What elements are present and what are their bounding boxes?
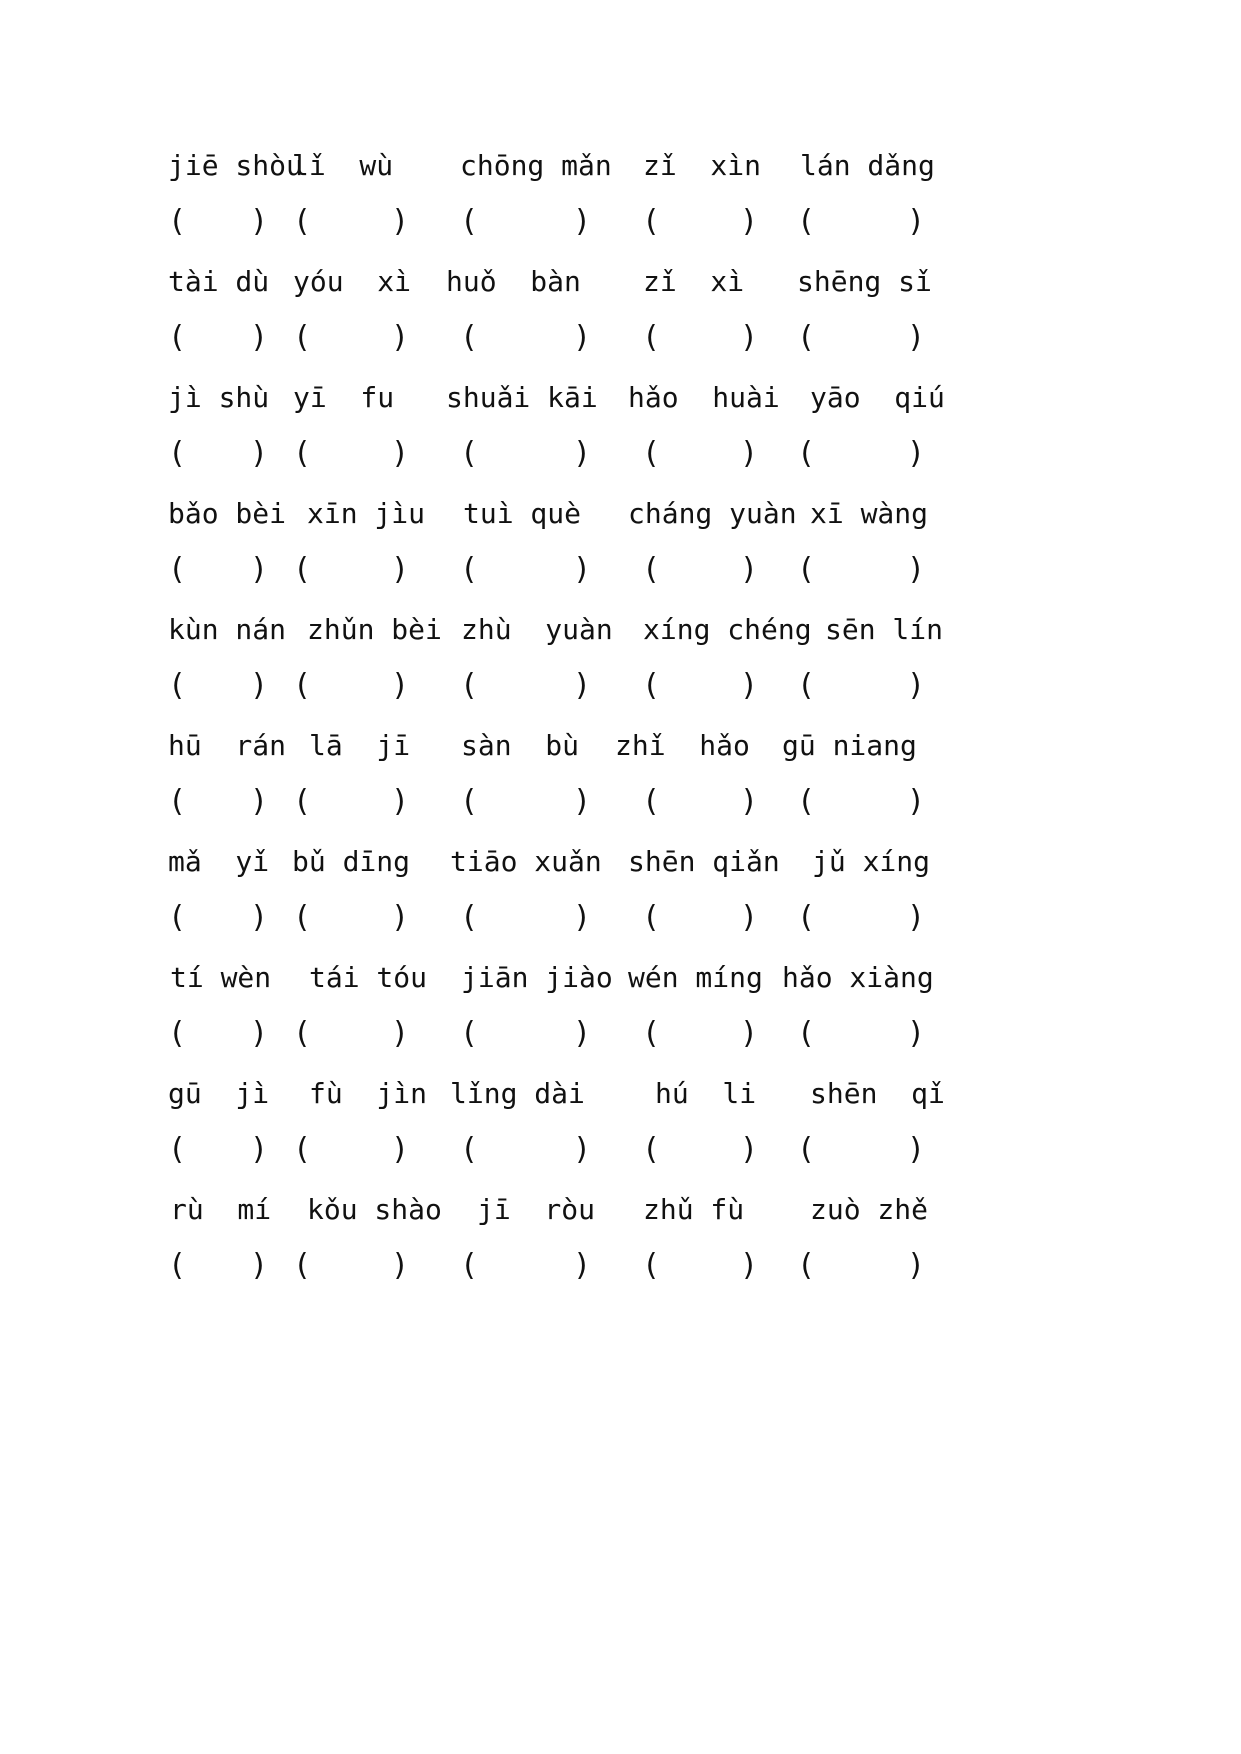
pinyin-word: jì shù bbox=[168, 381, 270, 414]
answer-row bbox=[0, 202, 1241, 242]
open-paren: ( bbox=[168, 1016, 187, 1051]
answer-row bbox=[0, 434, 1241, 474]
answer-row bbox=[0, 1014, 1241, 1054]
open-paren: ( bbox=[460, 1016, 479, 1051]
pinyin-word: hū rán bbox=[168, 729, 287, 762]
close-paren: ) bbox=[740, 668, 759, 703]
pinyin-row bbox=[0, 726, 1241, 766]
open-paren: ( bbox=[293, 784, 312, 819]
open-paren: ( bbox=[797, 784, 816, 819]
pinyin-word: zhǔ fù bbox=[643, 1193, 745, 1226]
close-paren: ) bbox=[740, 204, 759, 239]
close-paren: ) bbox=[391, 1016, 410, 1051]
close-paren: ) bbox=[573, 1248, 592, 1283]
close-paren: ) bbox=[250, 784, 269, 819]
open-paren: ( bbox=[642, 668, 661, 703]
answer-row bbox=[0, 1130, 1241, 1170]
open-paren: ( bbox=[293, 552, 312, 587]
close-paren: ) bbox=[391, 784, 410, 819]
close-paren: ) bbox=[907, 1132, 926, 1167]
close-paren: ) bbox=[907, 668, 926, 703]
close-paren: ) bbox=[573, 1132, 592, 1167]
open-paren: ( bbox=[168, 320, 187, 355]
pinyin-row bbox=[0, 146, 1241, 186]
close-paren: ) bbox=[907, 1248, 926, 1283]
close-paren: ) bbox=[907, 552, 926, 587]
open-paren: ( bbox=[797, 900, 816, 935]
pinyin-word: kǒu shào bbox=[307, 1193, 442, 1226]
open-paren: ( bbox=[642, 436, 661, 471]
pinyin-word: shuǎi kāi bbox=[446, 381, 598, 414]
close-paren: ) bbox=[250, 320, 269, 355]
pinyin-word: rù mí bbox=[170, 1193, 272, 1226]
pinyin-word: gū jì bbox=[168, 1077, 270, 1110]
open-paren: ( bbox=[460, 320, 479, 355]
close-paren: ) bbox=[391, 204, 410, 239]
open-paren: ( bbox=[797, 1248, 816, 1283]
open-paren: ( bbox=[460, 552, 479, 587]
pinyin-word: tái tóu bbox=[309, 961, 428, 994]
pinyin-row bbox=[0, 262, 1241, 302]
open-paren: ( bbox=[460, 784, 479, 819]
close-paren: ) bbox=[250, 436, 269, 471]
close-paren: ) bbox=[573, 320, 592, 355]
pinyin-word: yóu xì bbox=[293, 265, 412, 298]
open-paren: ( bbox=[293, 204, 312, 239]
open-paren: ( bbox=[293, 900, 312, 935]
open-paren: ( bbox=[797, 1016, 816, 1051]
open-paren: ( bbox=[642, 552, 661, 587]
pinyin-word: zǐ xìn bbox=[643, 149, 762, 182]
open-paren: ( bbox=[168, 784, 187, 819]
open-paren: ( bbox=[642, 204, 661, 239]
close-paren: ) bbox=[250, 1248, 269, 1283]
pinyin-word: bǎo bèi bbox=[168, 497, 287, 530]
open-paren: ( bbox=[642, 1248, 661, 1283]
answer-row bbox=[0, 782, 1241, 822]
open-paren: ( bbox=[293, 1248, 312, 1283]
close-paren: ) bbox=[740, 900, 759, 935]
open-paren: ( bbox=[293, 668, 312, 703]
close-paren: ) bbox=[740, 436, 759, 471]
pinyin-word: bǔ dīng bbox=[292, 845, 411, 878]
close-paren: ) bbox=[907, 436, 926, 471]
close-paren: ) bbox=[740, 1248, 759, 1283]
close-paren: ) bbox=[907, 784, 926, 819]
open-paren: ( bbox=[797, 552, 816, 587]
pinyin-word: wén míng bbox=[628, 961, 763, 994]
pinyin-word: hǎo huài bbox=[628, 381, 780, 414]
pinyin-word: shēn qǐ bbox=[810, 1077, 945, 1110]
answer-row bbox=[0, 1246, 1241, 1286]
pinyin-row bbox=[0, 958, 1241, 998]
pinyin-word: xíng chéng bbox=[643, 613, 812, 646]
pinyin-word: tiāo xuǎn bbox=[450, 845, 602, 878]
open-paren: ( bbox=[168, 1132, 187, 1167]
pinyin-word: zuò zhě bbox=[810, 1193, 929, 1226]
pinyin-word: gū niang bbox=[782, 729, 917, 762]
pinyin-word: tuì què bbox=[463, 497, 582, 530]
open-paren: ( bbox=[168, 552, 187, 587]
close-paren: ) bbox=[391, 1132, 410, 1167]
pinyin-word: xīn jìu bbox=[307, 497, 426, 530]
open-paren: ( bbox=[460, 436, 479, 471]
answer-row bbox=[0, 666, 1241, 706]
close-paren: ) bbox=[740, 552, 759, 587]
open-paren: ( bbox=[797, 320, 816, 355]
close-paren: ) bbox=[740, 1132, 759, 1167]
pinyin-word: yāo qiú bbox=[810, 381, 945, 414]
pinyin-word: zhǐ hǎo bbox=[615, 729, 750, 762]
close-paren: ) bbox=[250, 552, 269, 587]
pinyin-row bbox=[0, 378, 1241, 418]
open-paren: ( bbox=[642, 784, 661, 819]
pinyin-word: jī ròu bbox=[477, 1193, 596, 1226]
pinyin-word: kùn nán bbox=[168, 613, 287, 646]
open-paren: ( bbox=[460, 900, 479, 935]
open-paren: ( bbox=[797, 436, 816, 471]
pinyin-word: shēng sǐ bbox=[797, 265, 932, 298]
open-paren: ( bbox=[460, 204, 479, 239]
open-paren: ( bbox=[460, 1248, 479, 1283]
open-paren: ( bbox=[168, 668, 187, 703]
open-paren: ( bbox=[642, 1016, 661, 1051]
pinyin-row bbox=[0, 610, 1241, 650]
pinyin-word: shēn qiǎn bbox=[628, 845, 780, 878]
close-paren: ) bbox=[391, 900, 410, 935]
open-paren: ( bbox=[460, 1132, 479, 1167]
close-paren: ) bbox=[740, 320, 759, 355]
close-paren: ) bbox=[250, 900, 269, 935]
close-paren: ) bbox=[907, 900, 926, 935]
close-paren: ) bbox=[573, 436, 592, 471]
open-paren: ( bbox=[293, 1016, 312, 1051]
pinyin-word: lǐng dài bbox=[450, 1077, 585, 1110]
pinyin-word: huǒ bàn bbox=[446, 265, 581, 298]
answer-row bbox=[0, 550, 1241, 590]
close-paren: ) bbox=[573, 900, 592, 935]
open-paren: ( bbox=[460, 668, 479, 703]
close-paren: ) bbox=[250, 1016, 269, 1051]
open-paren: ( bbox=[797, 1132, 816, 1167]
pinyin-word: cháng yuàn bbox=[628, 497, 797, 530]
pinyin-row bbox=[0, 842, 1241, 882]
open-paren: ( bbox=[168, 1248, 187, 1283]
pinyin-word: hú li bbox=[655, 1077, 757, 1110]
close-paren: ) bbox=[250, 668, 269, 703]
open-paren: ( bbox=[642, 1132, 661, 1167]
close-paren: ) bbox=[391, 320, 410, 355]
close-paren: ) bbox=[573, 668, 592, 703]
open-paren: ( bbox=[642, 900, 661, 935]
close-paren: ) bbox=[391, 552, 410, 587]
close-paren: ) bbox=[391, 668, 410, 703]
pinyin-word: tí wèn bbox=[170, 961, 272, 994]
close-paren: ) bbox=[907, 1016, 926, 1051]
pinyin-word: zǐ xì bbox=[643, 265, 745, 298]
close-paren: ) bbox=[740, 1016, 759, 1051]
open-paren: ( bbox=[797, 204, 816, 239]
open-paren: ( bbox=[168, 900, 187, 935]
close-paren: ) bbox=[740, 784, 759, 819]
pinyin-word: mǎ yǐ bbox=[168, 845, 270, 878]
pinyin-word: sàn bù bbox=[461, 729, 580, 762]
pinyin-row bbox=[0, 494, 1241, 534]
pinyin-word: tài dù bbox=[168, 265, 270, 298]
open-paren: ( bbox=[293, 436, 312, 471]
pinyin-word: jiān jiào bbox=[461, 961, 613, 994]
answer-row bbox=[0, 318, 1241, 358]
pinyin-word: jǔ xíng bbox=[812, 845, 931, 878]
pinyin-word: xī wàng bbox=[810, 497, 929, 530]
pinyin-word: jiē shòu bbox=[168, 149, 303, 182]
open-paren: ( bbox=[797, 668, 816, 703]
close-paren: ) bbox=[250, 1132, 269, 1167]
pinyin-word: sēn lín bbox=[825, 613, 944, 646]
pinyin-word: zhǔn bèi bbox=[307, 613, 442, 646]
open-paren: ( bbox=[293, 1132, 312, 1167]
close-paren: ) bbox=[573, 1016, 592, 1051]
pinyin-row bbox=[0, 1074, 1241, 1114]
close-paren: ) bbox=[391, 436, 410, 471]
pinyin-word: zhù yuàn bbox=[461, 613, 613, 646]
pinyin-word: lán dǎng bbox=[800, 149, 935, 182]
pinyin-word: fù jìn bbox=[309, 1077, 428, 1110]
open-paren: ( bbox=[293, 320, 312, 355]
close-paren: ) bbox=[250, 204, 269, 239]
close-paren: ) bbox=[573, 784, 592, 819]
close-paren: ) bbox=[573, 204, 592, 239]
pinyin-word: hǎo xiàng bbox=[782, 961, 934, 994]
pinyin-word: yī fu bbox=[293, 381, 395, 414]
close-paren: ) bbox=[907, 320, 926, 355]
pinyin-row bbox=[0, 1190, 1241, 1230]
open-paren: ( bbox=[642, 320, 661, 355]
pinyin-word: chōng mǎn bbox=[460, 149, 612, 182]
answer-row bbox=[0, 898, 1241, 938]
close-paren: ) bbox=[907, 204, 926, 239]
close-paren: ) bbox=[391, 1248, 410, 1283]
close-paren: ) bbox=[573, 552, 592, 587]
open-paren: ( bbox=[168, 204, 187, 239]
pinyin-word: lā jī bbox=[309, 729, 411, 762]
pinyin-word: lǐ wù bbox=[292, 149, 394, 182]
open-paren: ( bbox=[168, 436, 187, 471]
